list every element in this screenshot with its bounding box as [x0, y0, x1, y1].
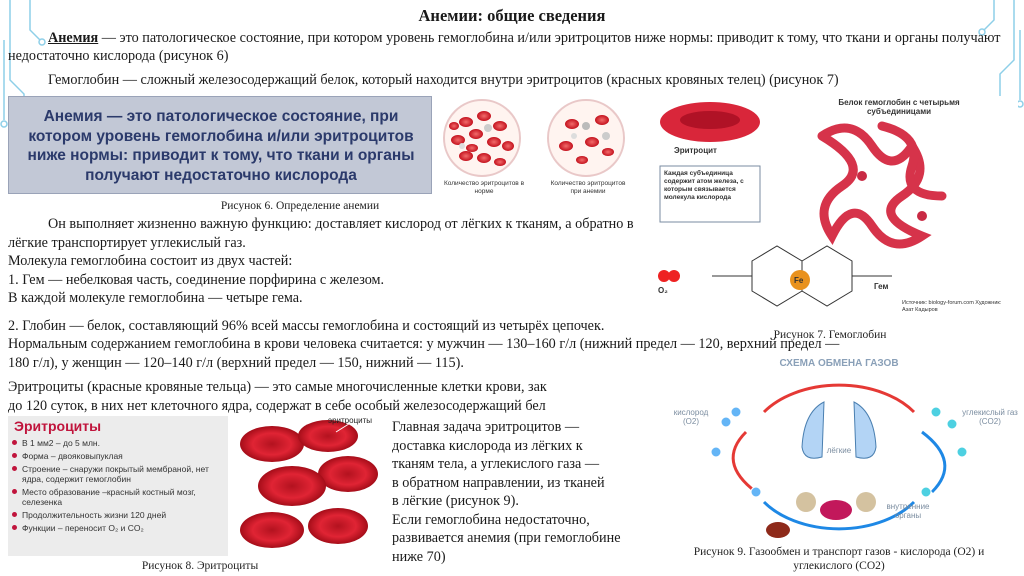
- hb-o2-label: O₂: [658, 286, 668, 295]
- hb-subunit-label: Каждая субъединица содержит атом железа, с которым связывается молекула кислорода: [664, 170, 744, 201]
- figure9-caption-line2: углекислого (CO2): [793, 560, 885, 572]
- anemia-definition-text: — это патологическое состояние, при котором уровень гемоглобина и/или эритроцитов ниже нормы: приводит к тому, что ткани и органы получают недостаточно кислорода (рисунок 6): [8, 30, 1001, 64]
- figure7-hemoglobin-image: [652, 96, 1018, 321]
- gas-o2-label: кислород (O2): [673, 408, 709, 426]
- hb-fe-label: Fe: [794, 276, 804, 285]
- heme-count: В каждой молекуле гемоглобина — четыре гема.: [8, 290, 303, 306]
- heme-item: 1. Гем — небелковая часть, соединение порфирина с железом.: [8, 271, 385, 288]
- erythrocyte-line-1: Эритроциты (красные кровяные тельца) — это самые многочисленные клетки крови, зак: [8, 379, 547, 395]
- figure8-caption: Рисунок 8. Эритроциты: [141, 560, 259, 572]
- hb-source-label: Источник: biology-forum.com Художник: Азат Кадыров: [902, 300, 1002, 313]
- figure9-caption: [664, 545, 1014, 573]
- fact-item: Строение – снаружи покрытый мембраной, нет ядра, содержит гемоглобин: [8, 462, 228, 485]
- gas-co2-label: углекислый газ (CO2): [962, 408, 1018, 426]
- hemoglobin-function-text: [8, 215, 648, 308]
- function-paragraph: Он выполняет жизненно важную функцию: доставляет кислород от лёгких к тканям, а обратно в лёгкие транспортирует углекислый газ.: [8, 216, 634, 251]
- fact-item: В 1 мм2 – до 5 млн.: [8, 436, 228, 449]
- anemia-definition: [8, 29, 1018, 65]
- hb-protein-label: Белок гемоглобин с четырьмя субъединицами: [838, 98, 960, 116]
- erythrocytes-img-label: эритроциты: [328, 416, 373, 425]
- blood-cells-illustration: [436, 96, 636, 178]
- gas-lungs-label: лёгкие: [826, 446, 852, 455]
- fact-item: Место образование –красный костный мозг, селезенка: [8, 485, 228, 508]
- norm-line-1: Нормальным содержанием гемоглобина в крови человека считается: у мужчин — 130–160 г/л (нижний предел — 120, верхний предел —: [8, 336, 840, 352]
- gas-organs-label: внутренние органы: [886, 502, 930, 520]
- hb-heme-label: Гем: [874, 282, 889, 291]
- hb-erythrocyte-label: Эритроцит: [674, 146, 717, 155]
- figure6-cells-image: [436, 96, 636, 196]
- cells-normal-caption: Количество эритроцитов в норме: [443, 180, 525, 195]
- figure6-caption: Рисунок 6. Определение анемии: [220, 200, 380, 212]
- figure7-caption: Рисунок 7. Гемоглобин: [773, 329, 887, 341]
- gas-scheme-title: СХЕМА ОБМЕНА ГАЗОВ: [779, 358, 899, 369]
- hemoglobin-definition: Гемоглобин — сложный железосодержащий белок, который находится внутри эритроцитов (красных кровяных телец) (рисунок 7): [48, 72, 839, 88]
- erythrocyte-facts-title: Эритроциты: [14, 418, 102, 434]
- fact-item: Форма – двояковыпуклая: [8, 449, 228, 462]
- norm-line-2: 180 г/л), у женщин — 120–140 г/л (верхний предел — 150, нижний — 115).: [8, 355, 464, 371]
- anemia-term: Анемия: [48, 30, 99, 46]
- figure6-definition-box: [8, 96, 432, 194]
- page-title: Анемии: общие сведения: [418, 6, 606, 25]
- cells-anemia-caption: Количество эритроцитов при анемии: [550, 180, 626, 195]
- hemoglobin-illustration: [652, 96, 1018, 321]
- task-line: Главная задача эритроцитов —: [392, 419, 580, 435]
- figure9-gas-exchange-image: [656, 352, 1022, 542]
- task-line: Если гемоглобина недостаточно,: [392, 511, 590, 528]
- fact-item: Функции – переносит O₂ и CO₂: [8, 521, 228, 534]
- task-line: ниже 70): [392, 548, 446, 565]
- task-line: развивается анемия (при гемоглобине: [392, 530, 621, 546]
- figure9-caption-line1: Рисунок 9. Газообмен и транспорт газов - кислорода (O2) и: [693, 546, 985, 558]
- task-line: тканям тела, а углекислого газа —: [392, 456, 600, 472]
- erythrocyte-line-2: до 120 суток, в них нет клеточного ядра, содержат в себе особый железосодержащий бел: [8, 398, 546, 414]
- task-line: доставка кислорода из лёгких к: [392, 437, 583, 454]
- figure8-erythrocytes-image: [8, 414, 380, 556]
- figure6-definition-text: Анемия — это патологическое состояние, при котором уровень гемоглобина и/или эритроцитов ниже нормы: приводит к тому, что ткани и органы получают недостаточно кислорода: [27, 108, 415, 184]
- erythrocyte-facts-list: [8, 416, 228, 556]
- globin-item: 2. Глобин — белок, составляющий 96% всей массы гемоглобина и состоящий из четырёх цепочек.: [8, 318, 605, 334]
- molecule-line: Молекула гемоглобина состоит из двух частей:: [8, 253, 293, 269]
- task-line: в обратном направлении, из тканей: [392, 474, 605, 491]
- erythrocyte-task-text: [392, 418, 662, 566]
- fact-item: Продолжительность жизни 120 дней: [8, 508, 228, 521]
- erythrocytes-illustration: [232, 414, 380, 556]
- task-line: в лёгкие (рисунок 9).: [392, 493, 519, 509]
